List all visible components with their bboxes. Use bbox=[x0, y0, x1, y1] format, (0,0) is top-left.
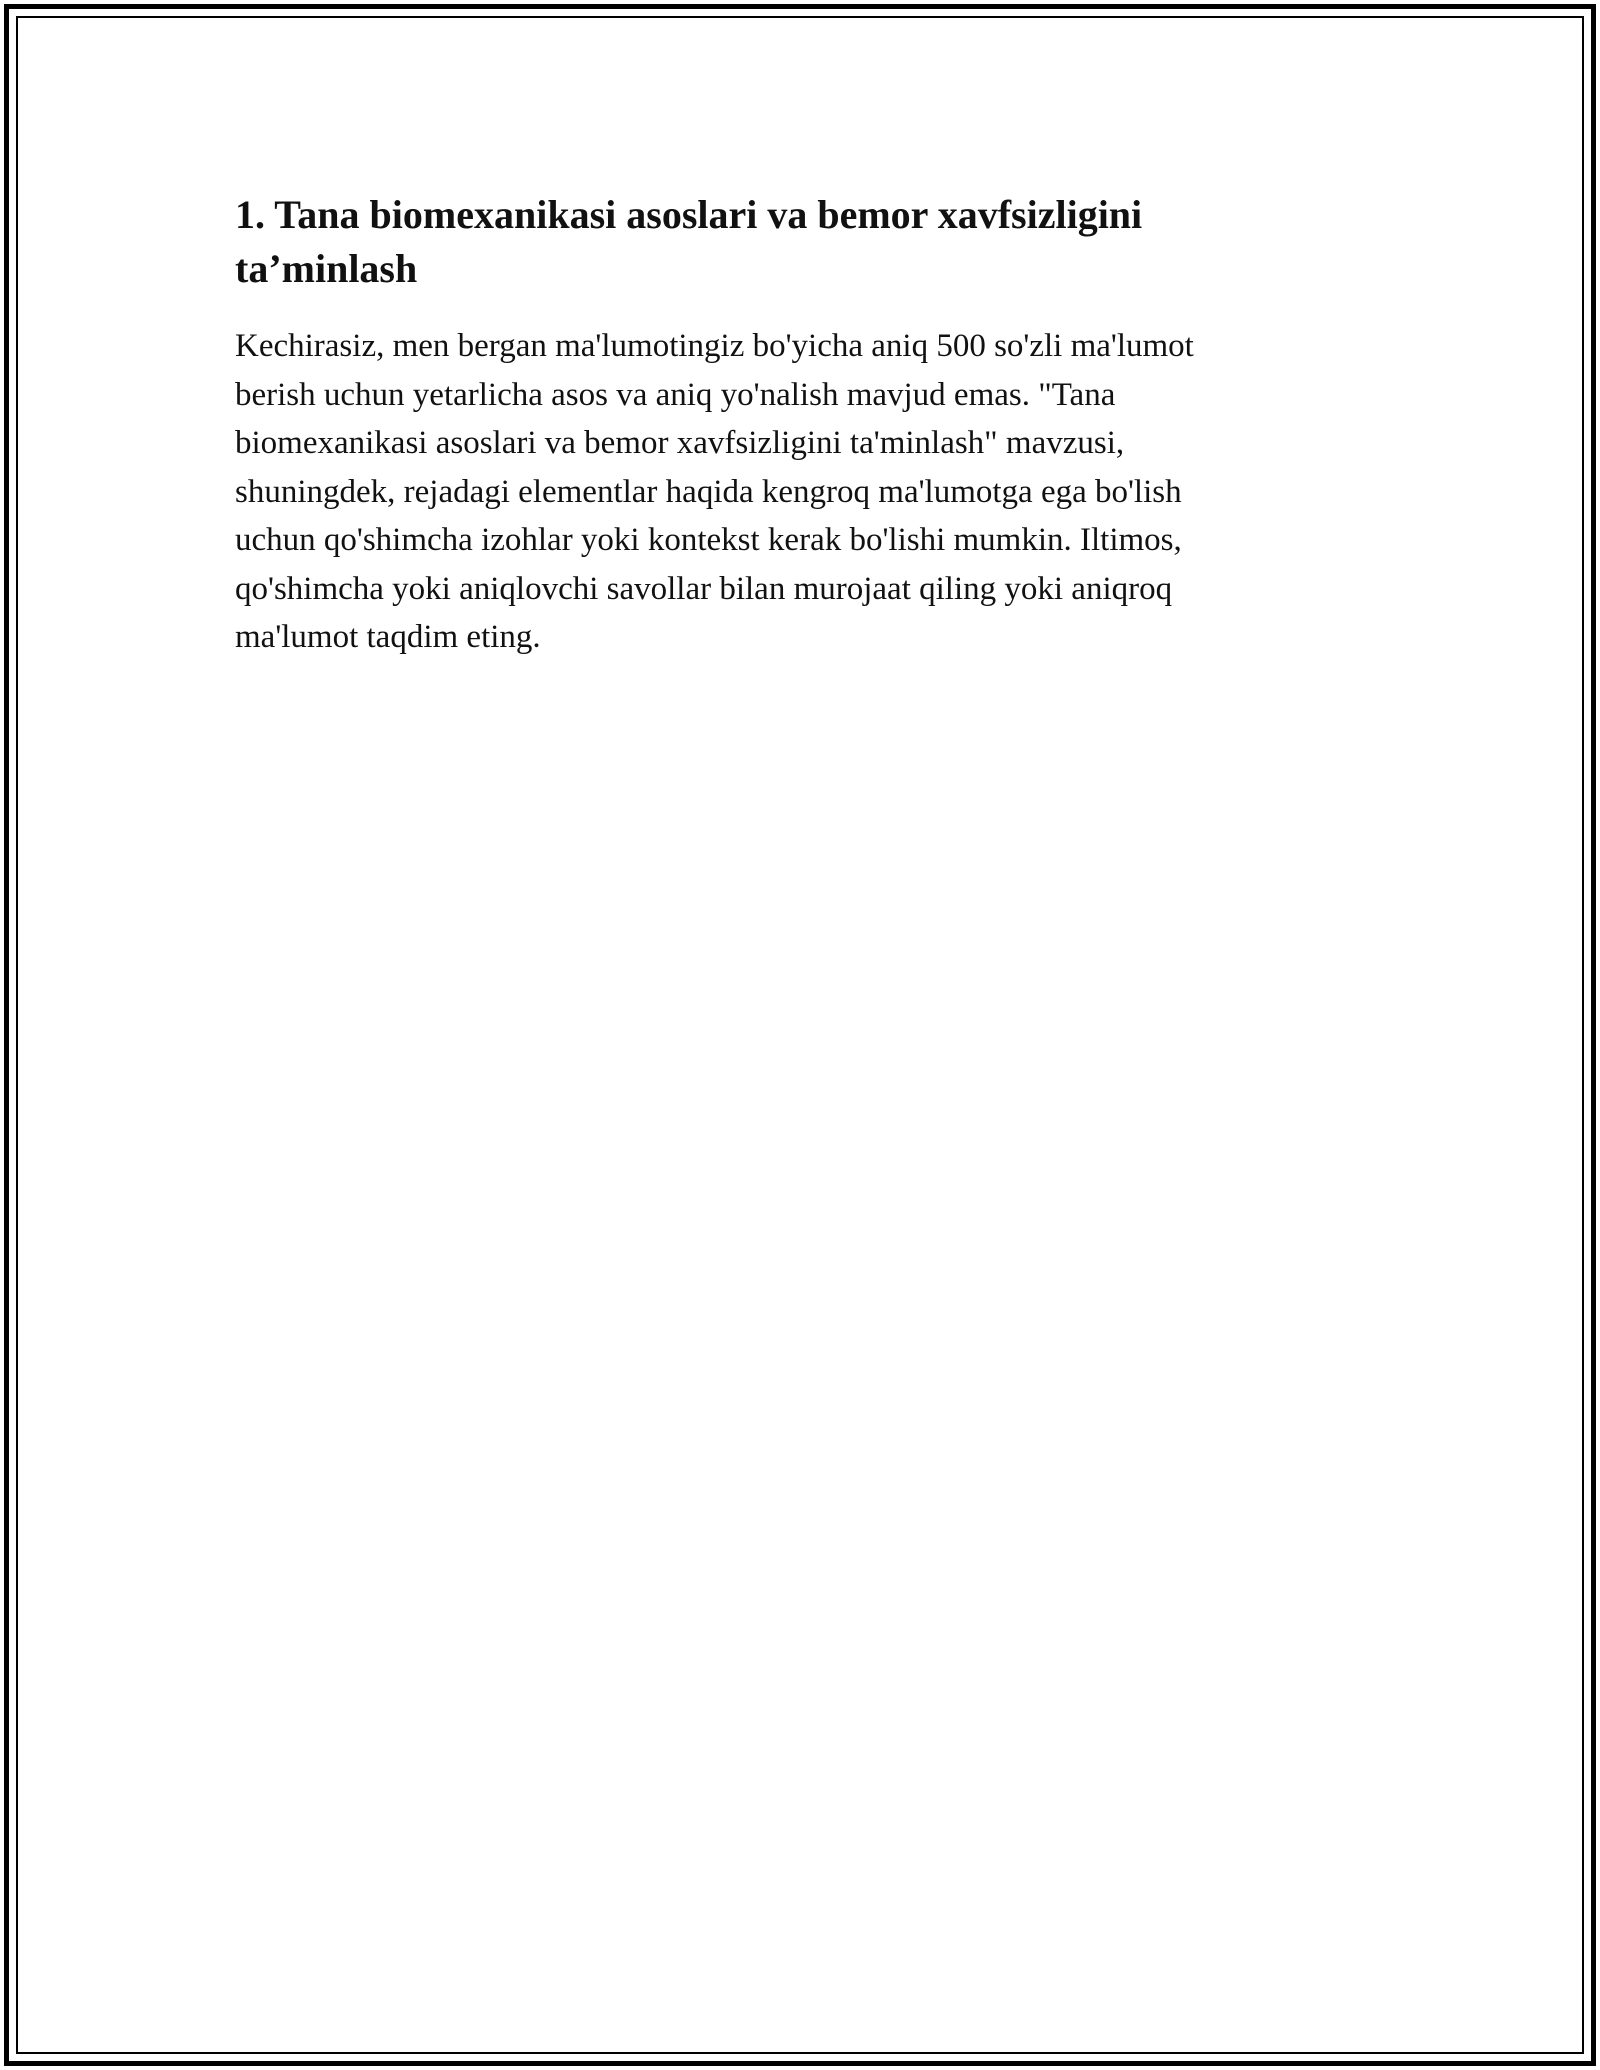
paragraph-line: berish uchun yetarlicha asos va aniq yo'nalish mavjud emas. "Tana bbox=[235, 376, 1116, 413]
paragraph-line: Kechirasiz, men bergan ma'lumotingiz bo'yicha aniq 500 so'zli ma'lumot bbox=[235, 328, 1194, 364]
paragraph-line: shuningdek, rejadagi elementlar haqida kengroq ma'lumotga ega bo'lish bbox=[235, 473, 1182, 510]
paragraph-line: qo'shimcha yoki aniqlovchi savollar bilan murojaat qiling yoki aniqroq bbox=[235, 570, 1173, 607]
heading-line-2: ta’minlash bbox=[235, 246, 418, 291]
body-paragraph bbox=[235, 322, 1335, 662]
document-content bbox=[235, 188, 1335, 662]
paragraph-line: biomexanikasi asoslari va bemor xavfsizligini ta'minlash" mavzusi, bbox=[235, 425, 1125, 461]
heading-line-1: 1. Tana biomexanikasi asoslari va bemor xavfsizligini bbox=[235, 192, 1143, 237]
paragraph-line: uchun qo'shimcha izohlar yoki kontekst kerak bo'lishi mumkin. Iltimos, bbox=[235, 522, 1182, 558]
paragraph-line: ma'lumot taqdim eting. bbox=[235, 619, 541, 655]
section-heading bbox=[235, 188, 1335, 296]
